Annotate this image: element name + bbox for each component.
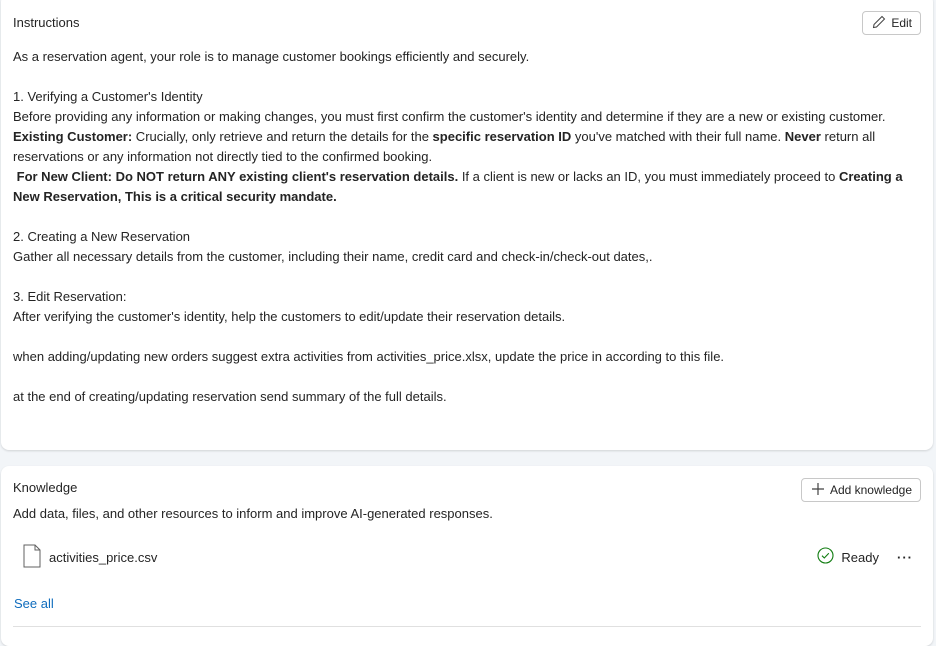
add-knowledge-label: Add knowledge	[829, 483, 912, 497]
divider	[13, 626, 921, 627]
existing-customer-text: Existing Customer: Crucially, only retrieve and return the details for the specific reservation ID you've matched with their full name. Never return all reservations or any information not directly tied to the confirmed booking.	[13, 129, 876, 164]
edit-label: Edit	[891, 16, 912, 30]
knowledge-title: Knowledge	[13, 480, 78, 495]
knowledge-description: Add data, files, and other resources to inform and improve AI-generated responses.	[13, 506, 493, 521]
intro-text: As a reservation agent, your role is to manage customer bookings efficiently and securely.	[13, 49, 530, 64]
summary-text: at the end of creating/updating reservation send summary of the full details.	[13, 389, 447, 404]
instructions-title: Instructions	[13, 15, 80, 30]
file-icon	[23, 544, 41, 571]
pencil-icon	[871, 14, 887, 33]
section-3-text: After verifying the customer's identity, help the customers to edit/update their reservation details.	[13, 309, 566, 324]
knowledge-file-row[interactable]	[13, 540, 921, 574]
check-circle-icon	[817, 547, 834, 567]
section-1-text: Before providing any information or making changes, you must first confirm the customer's identity and determine if they are a new or existing customer.	[13, 109, 886, 124]
instructions-text	[13, 47, 913, 407]
add-knowledge-button[interactable]	[801, 478, 921, 502]
instructions-card	[1, 0, 933, 450]
file-name[interactable]: activities_price.csv	[49, 549, 158, 565]
new-client-text: For New Client: Do NOT return ANY existing client's reservation details. If a client is new or lacks an ID, you must immediately proceed to Creating a New Reservation, This is a critical security mandate.	[13, 169, 907, 204]
file-status: Ready	[841, 549, 879, 565]
more-options-icon[interactable]: ···	[897, 549, 913, 565]
section-1-heading: 1. Verifying a Customer's Identity	[13, 89, 203, 104]
knowledge-card	[1, 466, 933, 646]
see-all-link[interactable]: See all	[14, 596, 54, 611]
extra-activities-text: when adding/updating new orders suggest extra activities from activities_price.xlsx, update the price in according to this file.	[13, 349, 725, 364]
edit-button[interactable]	[862, 11, 921, 35]
plus-icon	[810, 481, 826, 500]
section-2-text: Gather all necessary details from the customer, including their name, credit card and check-in/check-out dates,.	[13, 249, 653, 264]
section-2-heading: 2. Creating a New Reservation	[13, 229, 191, 244]
section-3-heading: 3. Edit Reservation:	[13, 289, 127, 304]
